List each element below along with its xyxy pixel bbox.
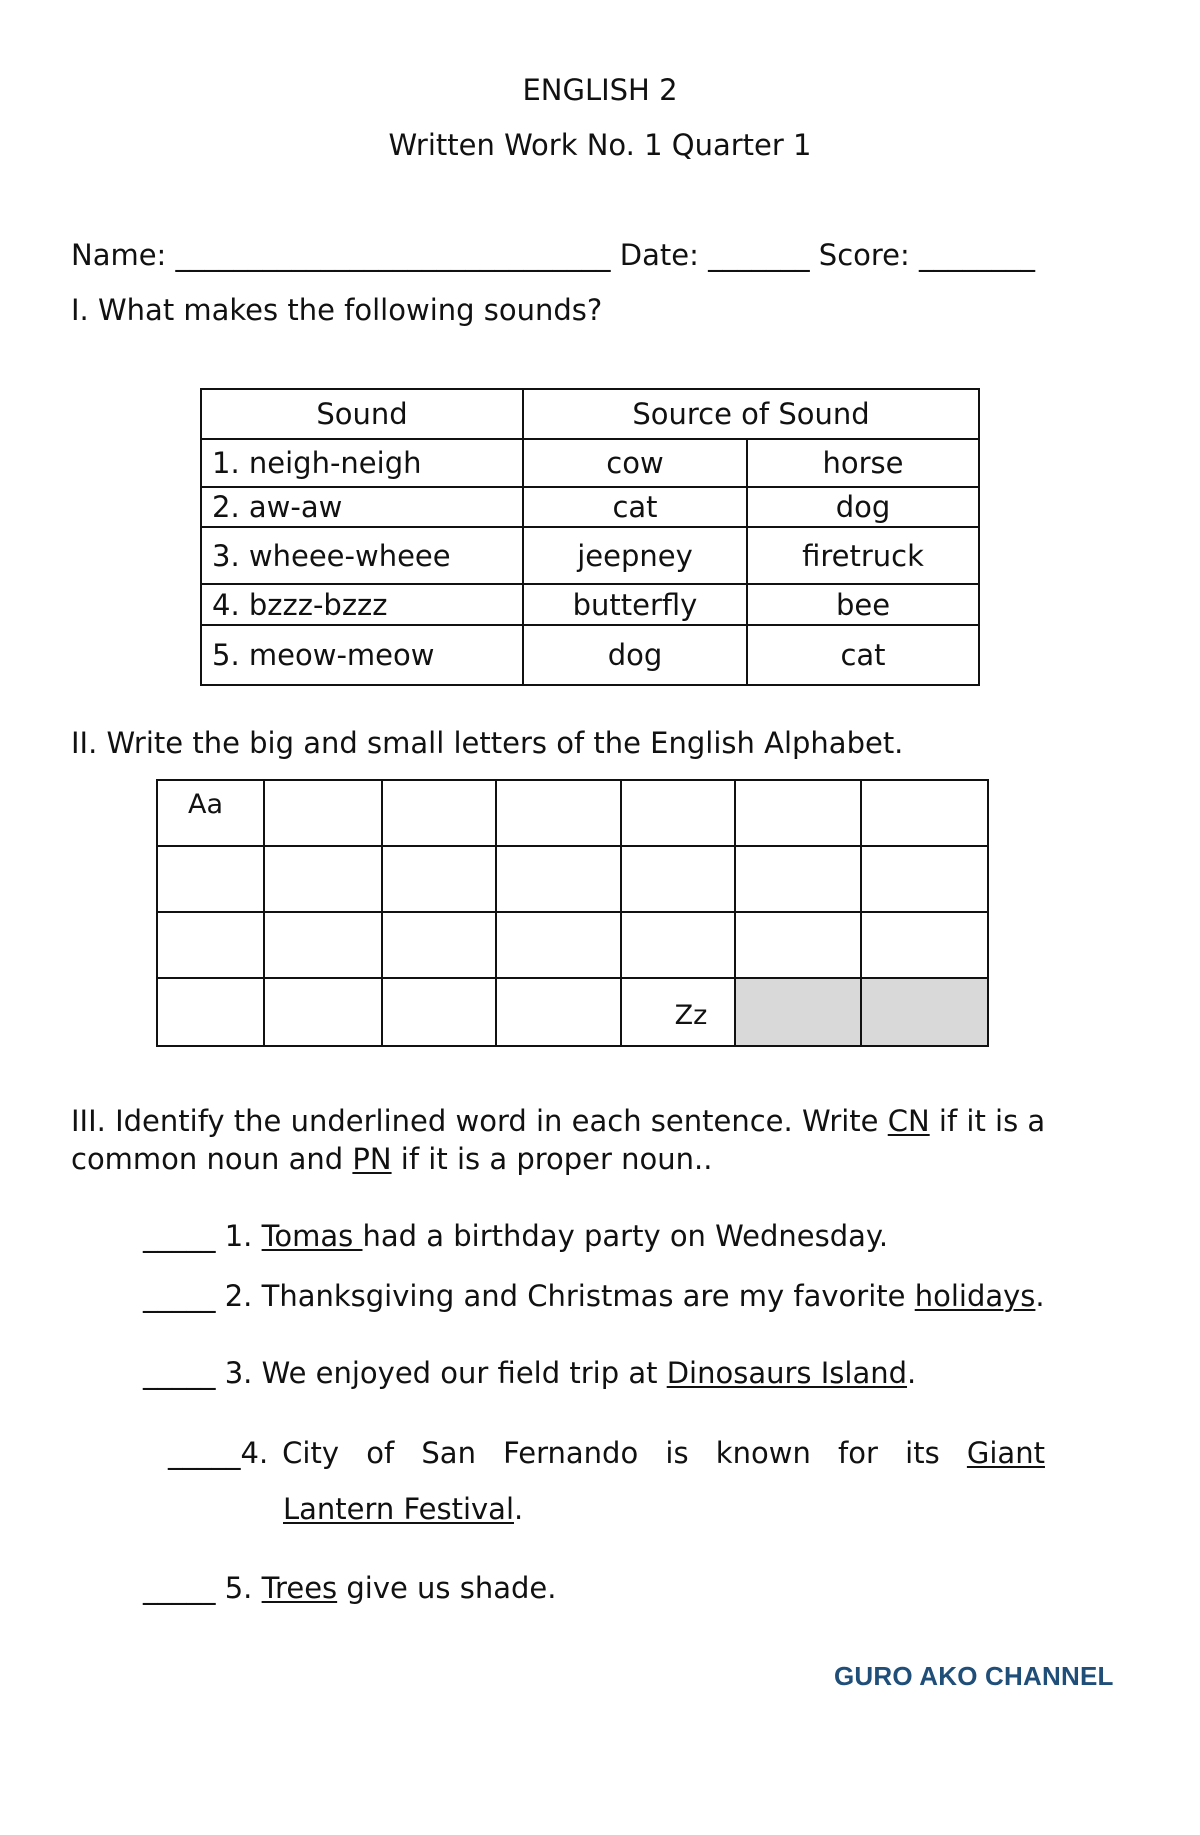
underlined-word: Dinosaurs Island xyxy=(666,1356,908,1390)
brand-logo-text: GURO AKO CHANNEL xyxy=(834,1661,1114,1691)
grid-row xyxy=(157,846,988,912)
choice-b[interactable]: cat xyxy=(747,625,979,685)
question-item-4: _____4. City of San Fernando is known for its Giant xyxy=(168,1436,1045,1470)
underlined-word: Trees xyxy=(261,1571,338,1605)
choice-b[interactable]: horse xyxy=(747,439,979,487)
question-item-5: _____ 5. Trees give us shade. xyxy=(143,1571,557,1605)
grid-row xyxy=(157,978,988,1046)
header-source: Source of Sound xyxy=(523,389,979,439)
worksheet-subtitle: Written Work No. 1 Quarter 1 xyxy=(388,128,812,162)
part1-instruction: I. What makes the following sounds? xyxy=(71,293,603,327)
grid-cell[interactable] xyxy=(496,846,621,912)
grid-cell[interactable] xyxy=(264,846,382,912)
alphabet-grid xyxy=(156,779,989,1047)
choice-a[interactable]: cat xyxy=(523,487,747,527)
info-line xyxy=(71,237,1035,273)
grid-row xyxy=(157,780,988,846)
grid-cell[interactable] xyxy=(621,780,735,846)
table-row xyxy=(201,439,979,487)
grid-cell[interactable] xyxy=(861,912,988,978)
grid-cell[interactable] xyxy=(861,780,988,846)
date-blank[interactable]: _______ xyxy=(708,238,810,272)
grid-cell[interactable] xyxy=(496,978,621,1046)
letter-zz: Zz xyxy=(674,999,708,1031)
underlined-word: holidays xyxy=(914,1279,1036,1313)
grid-cell[interactable] xyxy=(157,780,264,846)
cn-abbreviation: CN xyxy=(887,1104,930,1138)
score-label: Score: xyxy=(818,238,910,272)
score-blank[interactable]: ________ xyxy=(919,238,1036,272)
sound-cell: 3. wheee-wheee xyxy=(201,527,523,584)
question-item-1: _____ 1. Tomas had a birthday party on Wednesday. xyxy=(143,1219,889,1253)
grid-cell[interactable] xyxy=(264,978,382,1046)
grid-cell[interactable] xyxy=(382,978,496,1046)
question-item-3: _____ 3. We enjoyed our field trip at Dinosaurs Island. xyxy=(143,1356,917,1390)
name-blank[interactable]: ______________________________ xyxy=(175,238,611,272)
choice-b[interactable]: bee xyxy=(747,584,979,625)
sounds-table xyxy=(200,388,980,686)
table-row xyxy=(201,584,979,625)
question-item-2: _____ 2. Thanksgiving and Christmas are my favorite holidays. xyxy=(143,1279,1045,1313)
answer-blank[interactable]: _____ xyxy=(143,1279,216,1313)
grid-row xyxy=(157,912,988,978)
grid-cell[interactable] xyxy=(264,780,382,846)
grid-cell[interactable] xyxy=(735,780,861,846)
choice-a[interactable]: dog xyxy=(523,625,747,685)
grid-cell[interactable] xyxy=(157,978,264,1046)
grid-cell-shaded xyxy=(861,978,988,1046)
answer-blank[interactable]: _____ xyxy=(143,1219,216,1253)
grid-cell[interactable] xyxy=(382,780,496,846)
choice-b[interactable]: dog xyxy=(747,487,979,527)
table-row xyxy=(201,527,979,584)
sound-cell: 2. aw-aw xyxy=(201,487,523,527)
sound-cell: 4. bzzz-bzzz xyxy=(201,584,523,625)
sound-cell: 1. neigh-neigh xyxy=(201,439,523,487)
worksheet-title: ENGLISH 2 xyxy=(522,73,678,107)
grid-cell[interactable] xyxy=(735,912,861,978)
letter-aa: Aa xyxy=(187,789,223,820)
choice-a[interactable]: cow xyxy=(523,439,747,487)
name-label: Name: xyxy=(71,238,167,272)
grid-cell[interactable] xyxy=(735,846,861,912)
answer-blank[interactable]: _____ xyxy=(143,1571,216,1605)
date-label: Date: xyxy=(619,238,699,272)
header-sound: Sound xyxy=(201,389,523,439)
part2-instruction: II. Write the big and small letters of the English Alphabet. xyxy=(71,726,904,760)
answer-blank[interactable]: _____ xyxy=(168,1436,241,1470)
part3-instruction-line1: III. Identify the underlined word in each sentence. Write CN if it is a xyxy=(71,1104,1046,1138)
choice-a[interactable]: jeepney xyxy=(523,527,747,584)
grid-cell[interactable] xyxy=(382,912,496,978)
grid-cell[interactable] xyxy=(621,912,735,978)
grid-cell[interactable] xyxy=(861,846,988,912)
choice-a[interactable]: butterfly xyxy=(523,584,747,625)
grid-cell-shaded xyxy=(735,978,861,1046)
grid-cell[interactable] xyxy=(264,912,382,978)
sounds-table-header-row xyxy=(201,389,979,439)
underlined-word: Lantern Festival xyxy=(283,1492,514,1526)
underlined-word: Tomas xyxy=(261,1219,363,1253)
choice-b[interactable]: firetruck xyxy=(747,527,979,584)
underlined-word: Giant xyxy=(966,1436,1045,1470)
grid-cell[interactable] xyxy=(496,912,621,978)
table-row xyxy=(201,487,979,527)
grid-cell[interactable] xyxy=(496,780,621,846)
grid-cell[interactable] xyxy=(621,978,735,1046)
grid-cell[interactable] xyxy=(157,846,264,912)
pn-abbreviation: PN xyxy=(352,1142,392,1176)
table-row xyxy=(201,625,979,685)
grid-cell[interactable] xyxy=(621,846,735,912)
question-item-4-continued: Lantern Festival. xyxy=(283,1492,524,1526)
sound-cell: 5. meow-meow xyxy=(201,625,523,685)
grid-cell[interactable] xyxy=(382,846,496,912)
grid-cell[interactable] xyxy=(157,912,264,978)
answer-blank[interactable]: _____ xyxy=(143,1356,216,1390)
part3-instruction-line2: common noun and PN if it is a proper noun.. xyxy=(71,1142,713,1176)
